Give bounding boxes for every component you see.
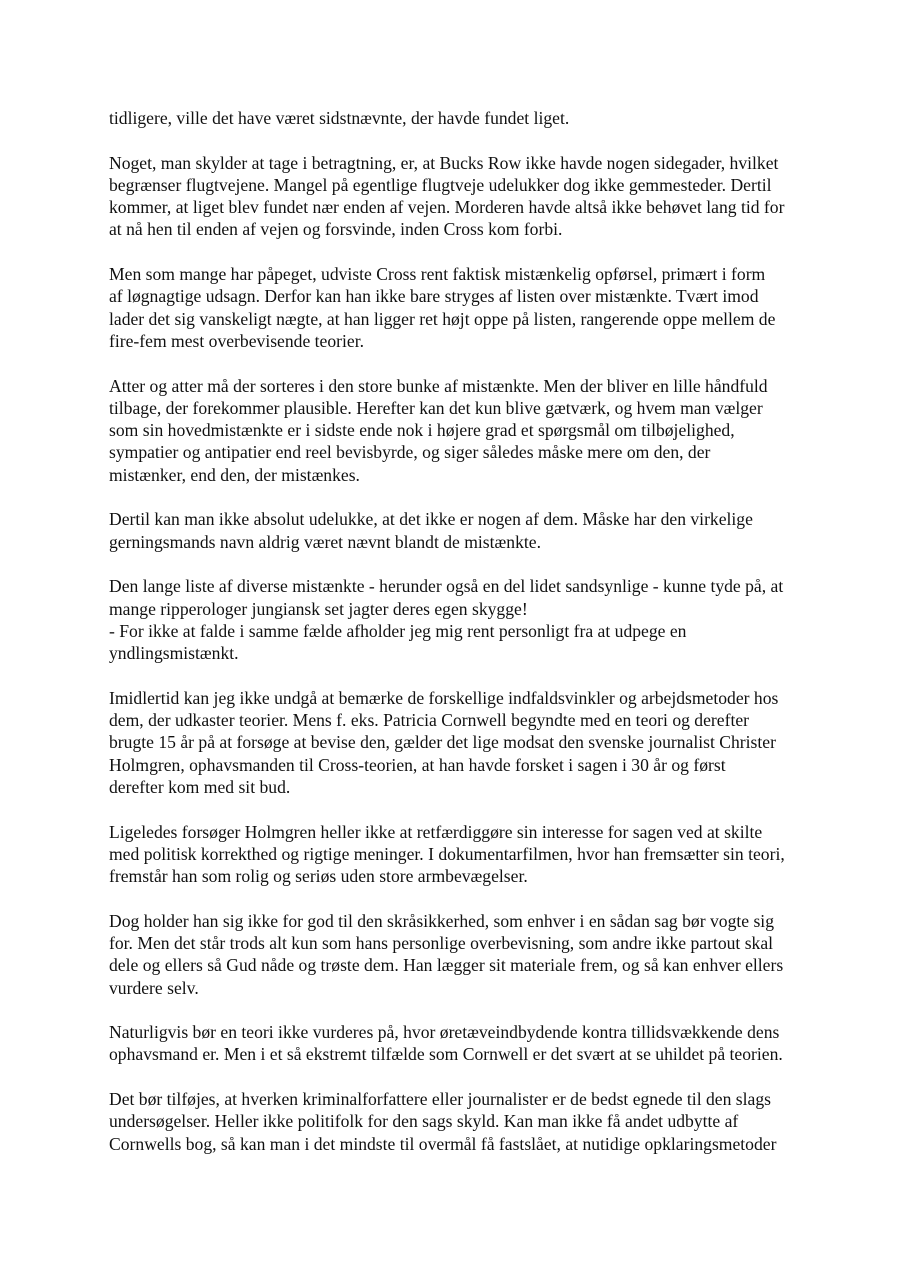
body-text: [109, 107, 809, 1177]
paragraph-9: Dog holder han sig ikke for god til den skråsikkerhed, som enhver i en sådan sag bør vogte sig for. Men det står trods alt kun som hans personlige overbevisning, som andre ikke partout skal dele og ellers så Gud nåde og trøste dem. Han lægger sit materiale frem, og så kan enhver ellers vurdere selv.: [109, 910, 784, 998]
paragraph-10: Naturligvis bør en teori ikke vurderes på, hvor øretæveindbydende kontra tillidsvækkende dens ophavsmand er. Men i et så ekstremt tilfælde som Cornwell er det svært at se uhildet på teorien.: [109, 1022, 783, 1065]
paragraph-8: Ligeledes forsøger Holmgren heller ikke at retfærdiggøre sin interesse for sagen ved at skilte med politisk korrekthed og rigtige meninger. I dokumentarfilmen, hvor han fremsætter sin teori, fremstår han som rolig og seriøs uden store armbevægelser.: [109, 821, 785, 887]
paragraph-6: Den lange liste af diverse mistænkte - herunder også en del lidet sandsynlige - kunne tyde på, at mange ripperologer jungiansk set jagter deres egen skygge! - For ikke at falde i samme fælde afholder jeg mig rent personligt fra at udpege en yndlingsmistænkt.: [109, 576, 784, 664]
paragraph-5: Dertil kan man ikke absolut udelukke, at det ikke er nogen af dem. Måske har den virkelige gerningsmands navn aldrig været nævnt blandt de mistænkte.: [109, 509, 753, 552]
paragraph-4: Atter og atter må der sorteres i den store bunke af mistænkte. Men der bliver en lille håndfuld tilbage, der forekommer plausible. Herefter kan det kun blive gætværk, og hvem man vælger som sin hovedmistænkte er i sidste ende nok i højere grad et spørgsmål om tilbøjelighed, sympatier og antipatier end reel bevisbyrde, og siger således måske mere om den, der mistænker, end den, der mistænkes.: [109, 375, 768, 485]
paragraph-1: tidligere, ville det have været sidstnævnte, der havde fundet liget.: [109, 108, 570, 128]
paragraph-2: Noget, man skylder at tage i betragtning, er, at Bucks Row ikke havde nogen sidegader, hvilket begrænser flugtvejene. Mangel på egentlige flugtveje udelukker dog ikke gemmesteder. Dertil kommer, at liget blev fundet nær enden af vejen. Morderen havde altså ikke behøvet lang tid for at nå hen til enden af vejen og forsvinde, inden Cross kom forbi.: [109, 152, 785, 240]
paragraph-11: Det bør tilføjes, at hverken kriminalforfattere eller journalister er de bedst egnede til den slags undersøgelser. Heller ikke politifolk for den sags skyld. Kan man ikke få andet udbytte af Cornwells bog, så kan man i det mindste til overmål få fastslået, at nutidige opklaringsmetoder: [109, 1089, 777, 1154]
paragraph-3: Men som mange har påpeget, udviste Cross rent faktisk mistænkelig opførsel, primært i form af løgnagtige udsagn. Derfor kan han ikke bare stryges af listen over mistænkte. Tvært imod lader det sig vanskeligt nægte, at han ligger ret højt oppe på listen, rangerende oppe mellem de fire-fem mest overbevisende teorier.: [109, 264, 776, 351]
paragraph-7: Imidlertid kan jeg ikke undgå at bemærke de forskellige indfaldsvinkler og arbejdsmetoder hos dem, der udkaster teorier. Mens f. eks. Patricia Cornwell begyndte med en teori og derefter brugte 15 år på at forsøge at bevise den, gælder det lige modsat den svenske journalist Christer Holmgren, ophavsmanden til Cross-teorien, at han havde forsket i sagen i 30 år og først derefter kom med sit bud.: [109, 687, 779, 797]
